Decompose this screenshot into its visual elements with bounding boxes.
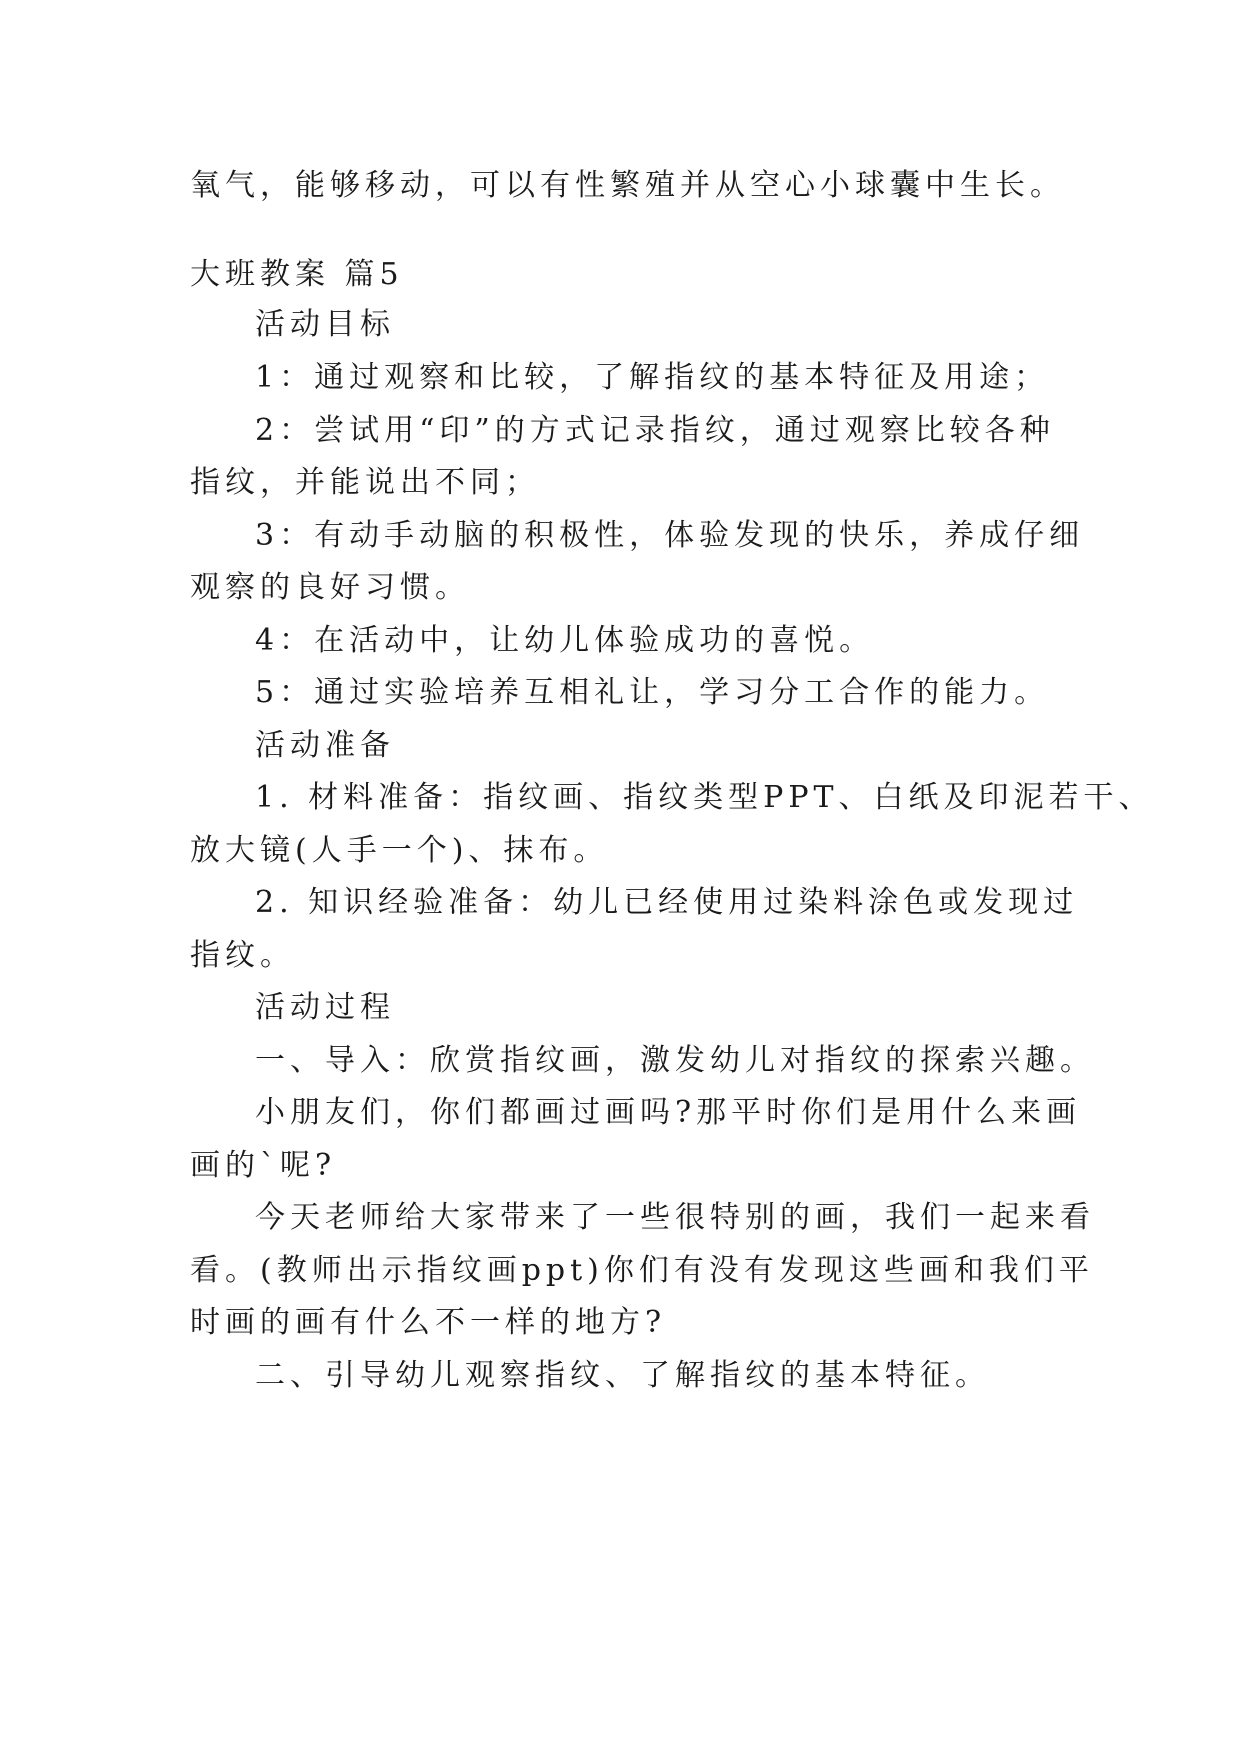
- subheading-activity-process: 活动过程: [255, 990, 395, 1025]
- paragraph-line: 画的`呢?: [190, 1148, 337, 1183]
- text-line-continuation: 氧气，能够移动，可以有性繁殖并从空心小球囊中生长。: [190, 168, 1065, 203]
- preparation-item-2: 2. 知识经验准备：幼儿已经使用过染料涂色或发现过: [255, 885, 1079, 920]
- process-step-1: 一、导入：欣赏指纹画，激发幼儿对指纹的探索兴趣。: [255, 1043, 1095, 1078]
- subheading-activity-goals: 活动目标: [255, 307, 395, 342]
- goal-item-1: 1：通过观察和比较，了解指纹的基本特征及用途；: [255, 360, 1050, 395]
- goal-item-2-continued: 指纹，并能说出不同；: [190, 465, 540, 500]
- goal-item-2: 2：尝试用“印”的方式记录指纹，通过观察比较各种: [255, 413, 1055, 448]
- preparation-item-2-continued: 指纹。: [190, 938, 295, 973]
- goal-item-5: 5：通过实验培养互相礼让，学习分工合作的能力。: [255, 675, 1050, 710]
- preparation-item-1: 1. 材料准备：指纹画、指纹类型PPT、白纸及印泥若干、: [255, 780, 1154, 815]
- paragraph-line: 时画的画有什么不一样的地方?: [190, 1305, 667, 1340]
- process-step-2: 二、引导幼儿观察指纹、了解指纹的基本特征。: [255, 1358, 990, 1393]
- paragraph-line: 看。(教师出示指纹画ppt)你们有没有发现这些画和我们平: [190, 1253, 1094, 1288]
- goal-item-3: 3：有动手动脑的积极性，体验发现的快乐，养成仔细: [255, 518, 1085, 553]
- paragraph-line: 今天老师给大家带来了一些很特别的画，我们一起来看: [255, 1200, 1095, 1235]
- goal-item-3-continued: 观察的良好习惯。: [190, 570, 470, 605]
- preparation-item-1-continued: 放大镜(人手一个)、抹布。: [190, 833, 609, 868]
- goal-item-4: 4：在活动中，让幼儿体验成功的喜悦。: [255, 623, 875, 658]
- section-heading: 大班教案 篇5: [190, 257, 404, 292]
- paragraph-line: 小朋友们，你们都画过画吗?那平时你们是用什么来画: [255, 1095, 1082, 1130]
- subheading-activity-preparation: 活动准备: [255, 728, 395, 763]
